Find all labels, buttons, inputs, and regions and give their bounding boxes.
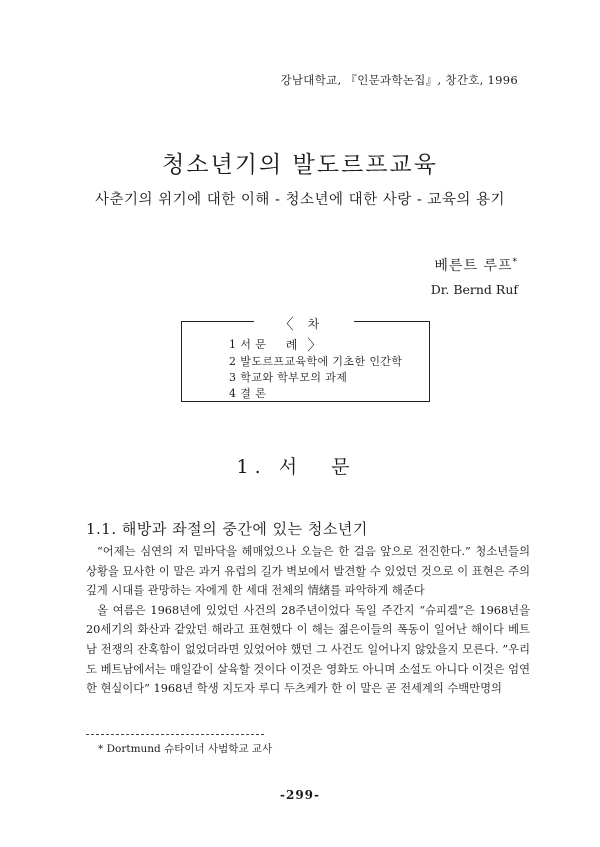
toc-top-rule-left <box>181 321 261 322</box>
toc-heading-label: 차 례 <box>285 317 330 352</box>
toc-item: 2 발도르프교육학에 기초한 인간학 <box>229 355 403 368</box>
section-number: 1. <box>236 456 267 478</box>
author-footnote-mark: * <box>512 257 518 268</box>
author-name-english: Dr. Bernd Ruf <box>430 282 518 297</box>
body-text <box>86 542 530 699</box>
section-title: 서 문 <box>278 456 364 478</box>
toc-item: 3 학교와 학부모의 과제 <box>229 371 348 384</box>
toc-item: 1 서 문 <box>229 338 267 351</box>
author-name: 베른트 루프 <box>434 258 513 274</box>
footnote-divider <box>86 734 264 735</box>
page-number: -299- <box>279 788 320 802</box>
author-name-korean <box>434 255 518 275</box>
toc-heading <box>254 312 354 354</box>
body-paragraph: “어제는 심연의 저 밑바닥을 헤매었으나 오늘은 한 걸음 앞으로 전진한다.” 청소년들의 상황을 묘사한 이 말은 과거 유럽의 길가 벽보에서 발견할 수 있었던 것으로 이 표현은 주의 깊게 시대를 관망하는 자에게 한 세대 전체의 情緖를 파악하게 해준다 <box>86 545 530 598</box>
toc-item: 4 결 론 <box>229 387 267 400</box>
toc-bracket-left: 〈 <box>278 315 294 333</box>
article-title: 청소년기의 발도르프교육 <box>162 152 438 178</box>
header-citation: 강남대학교, 『인문과학논집』, 창간호, 1996 <box>280 73 518 87</box>
toc-bracket-right: 〉 <box>307 336 323 354</box>
toc-top-rule-right <box>348 321 429 322</box>
section-heading <box>0 452 600 479</box>
footnote: * Dortmund 슈타이너 사범학교 교사 <box>98 743 273 755</box>
article-subtitle: 사춘기의 위기에 대한 이해 - 청소년에 대한 사랑 - 교육의 용기 <box>94 192 506 208</box>
subsection-heading: 1.1. 해방과 좌절의 중간에 있는 청소년기 <box>86 520 368 538</box>
body-paragraph: 올 여름은 1968년에 있었던 사건의 28주년이었다 독일 주간지 “슈피겔”은 1968년을 20세기의 화산과 같았던 해라고 표현했다 이 해는 젊은이들의 폭동이 일어난 해이다 베트남 전쟁의 잔혹함이 없었더라면 있었어야 했던 그 사건도 일어나지 않았을지 모른다. ”우리도 베트남에서는 매일같이 살육할 것이다 이것은 영화도 아니며 소설도 아니다 이것은 엄연한 현실이다” 1968년 학생 지도자 루디 두츠케가 한 이 말은 곧 전세계의 수백만명의 <box>86 603 530 696</box>
